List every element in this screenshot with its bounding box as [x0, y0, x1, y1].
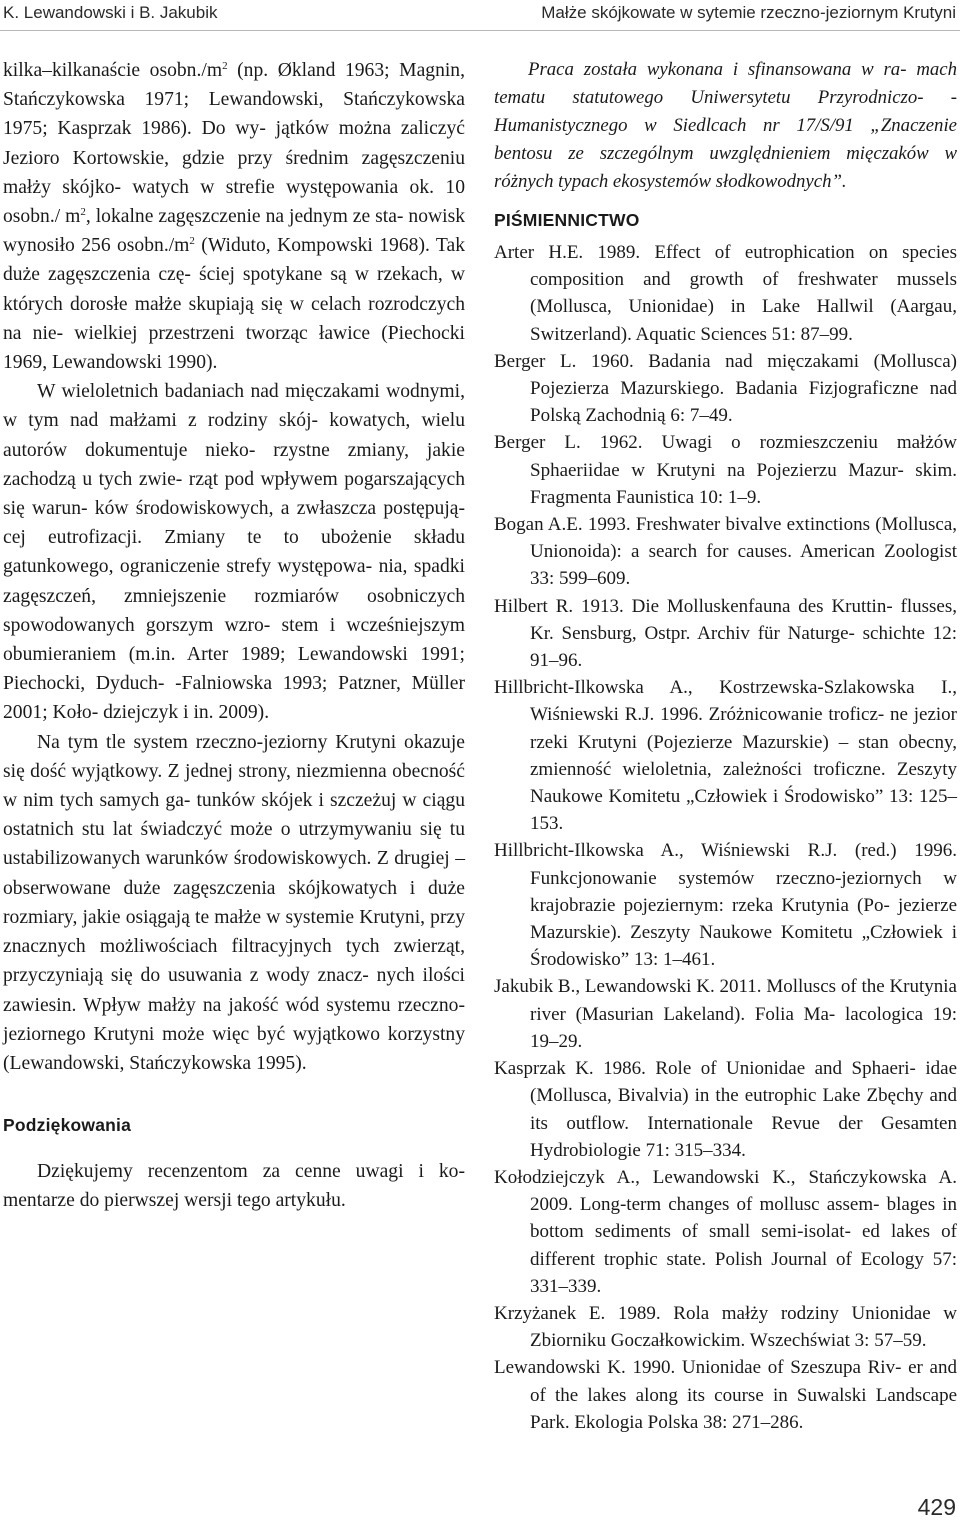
running-head-authors: K. Lewandowski i B. Jakubik: [3, 3, 218, 22]
reference-item: Hillbricht-Ilkowska A., Wiśniewski R.J. (red.) 1996. Funkcjonowanie systemów rzeczno-jeziornych w krajobrazie pojeziernym: rzeka Krutynia (Po- jezierze Mazurskie). Zeszyty Naukowe Komitetu „Człowiek i Środowisko” 13: 1–461.: [494, 840, 957, 971]
reference-item: Bogan A.E. 1993. Freshwater bivalve extinctions (Mollusca, Unionoida): a search for causes. American Zoologist 33: 599–609.: [494, 514, 957, 590]
funding-note: Praca została wykonana i sfinansowana w ra- mach tematu statutowego Uniwersytetu Przyrodniczo- -Humanistycznego w Siedlcach nr 17/S/91 „Znaczenie bentosu ze szczególnym uwzględnieniem mięczaków w różnych typach ekosystemów słodkowodnych”.: [494, 59, 957, 192]
acknowledgements-text: [3, 1157, 465, 1215]
acknowledgements-paragraph: Dziękujemy recenzentom za cenne uwagi i ko- mentarze do pierwszej wersji tego artykułu.: [3, 1161, 465, 1212]
reference-item: Berger L. 1962. Uwagi o rozmieszczeniu małżów Sphaeriidae w Krutyni na Pojezierzu Mazur- skim. Fragmenta Faunistica 10: 1–9.: [494, 432, 957, 508]
paragraph-krutynia-system: Na tym tle system rzeczno-jeziorny Krutyni okazuje się dość wyjątkowy. Z jednej strony, niezmienna obecność w nim tych samych ga- tunków skójek i szczeżuj w ciągu ostatnich stu lat świadczyć może o utrzymywaniu się tu ustabilizowanych warunków środowiskowych. Z drugiej – obserwowane duże zagęszczenia skójkowatych i duże rozmiary, jakie osiągają te małże w systemie Krutyni, przy znacznych możliwościach filtracyjnych tych zwierząt, przyczyniają się do usuwania z wody znacz- nych ilości zawiesin. Wpływ małży na jakość wód systemu rzeczno-jeziornego Krutyni może więc być wyjątkowo korzystny (Lewandowski, Stańczykowska 1995).: [3, 731, 465, 1074]
paragraph-density: [3, 56, 465, 377]
superscript: 2: [222, 60, 228, 72]
paragraph-density-part-a: kilka–kilkanaście osobn./m: [3, 60, 223, 81]
paragraph-density-part-b: (np. Økland 1963; Magnin, Stańczykowska 1971; Lewandowski, Stańczykowska 1975; Kasprzak 1986). Do wy- jątków można zaliczyć Jezioro Kortowskie, gdzie przy średnim zagęszczeniu małży skójko- watych w strefie występowania ok. 10 osobn./ m: [3, 60, 466, 228]
references-heading: PIŚMIENNICTWO: [494, 210, 640, 230]
superscript: 2: [80, 206, 86, 219]
reference-item: Kołodziejczyk A., Lewandowski K., Stańczykowska A. 2009. Long-term changes of mollusc assem- blages in bottom sediments of small semi-isolat- ed lakes of different trophic state. Polish Journal of Ecology 57: 331–339.: [494, 1166, 957, 1297]
left-column: [3, 56, 465, 1216]
superscript: 2: [189, 235, 195, 248]
references-list: [494, 239, 957, 1436]
reference-item: Lewandowski K. 1990. Unionidae of Szeszupa Riv- er and of the lakes along its course in Suwalski Landscape Park. Ekologia Polska 38: 271–286.: [494, 1357, 957, 1433]
reference-item: Hillbricht-Ilkowska A., Kostrzewska-Szlakowska I., Wiśniewski R.J. 1996. Zróżnicowanie troficz- ne jezior rzeki Krutyni (Pojezierze Mazurskie) – stan obecny, zmienność wieloletnia, zależności troficzne. Zeszyty Naukowe Komitetu „Człowiek i Środowisko” 13: 125–153.: [494, 677, 957, 835]
running-head: [0, 0, 960, 31]
reference-item: Jakubik B., Lewandowski K. 2011. Molluscs of the Krutynia river (Masurian Lakeland). Folia Ma- lacologica 19: 19–29.: [494, 976, 957, 1052]
reference-item: Berger L. 1960. Badania nad mięczakami (Mollusca) Pojezierza Mazurskiego. Badania Fizjograficzne nad Polską Zachodnią 6: 7–49.: [494, 350, 957, 427]
page-number: 429: [917, 1494, 956, 1520]
reference-item: Kasprzak K. 1986. Role of Unionidae and Sphaeri- idae (Mollusca, Bivalvia) in the eutrophic Lake Zbęchy and its outflow. Internationale Revue der Gesamten Hydrobiologie 71: 315–334.: [494, 1058, 957, 1161]
paragraph-density-part-c: , lokalne zagęszczenie na jednym ze sta- nowisk wynosiło 256 osobn./m: [3, 206, 466, 257]
reference-item: Krzyżanek E. 1989. Rola małży rodziny Unionidae w Zbiorniku Goczałkowickim. Wszechświat 3: 57–59.: [494, 1302, 957, 1352]
paragraph-density-part-d: (Widuto, Kompowski 1968). Tak duże zagęszczenia czę- ściej spotykane są w rzekach, w których dorosłe małże skupiają się w celach rozrodczych na nie- wielkiej przestrzeni tworząc ławice (Piechocki 1969, Lewandowski 1990).: [3, 235, 465, 374]
running-head-title: Małże skójkowate w sytemie rzeczno-jeziornym Krutyni: [541, 3, 956, 22]
reference-item: Arter H.E. 1989. Effect of eutrophication on species composition and growth of freshwater mussels (Mollusca, Unionidae) in Lake Hallwil (Aargau, Switzerland). Aquatic Sciences 51: 87–99.: [494, 242, 957, 345]
acknowledgements-heading: Podziękowania: [3, 1115, 132, 1136]
paragraph-long-term-studies: W wieloletnich badaniach nad mięczakami wodnymi, w tym nad małżami z rodziny skój- kowatych, wielu autorów dokumentuje nieko- rzystne zmiany, jakie zachodzą u tych zwie- rząt pod wpływem pogarszających się warun- ków środowiskowych, a zwłaszcza postępują- cej eutrofizacji. Zmiany te to ubożenie składu gatunkowego, ograniczenie strefy występowa- nia, spadki zagęszczeń, zmniejszenie rozmiarów osobniczych spowodowanych gorszym wzro- stem i wcześniejszym obumieraniem (m.in. Arter 1989; Lewandowski 1991; Piechocki, Dyduch- -Falniowska 1993; Patzner, Müller 2001; Koło- dziejczyk i in. 2009).: [3, 381, 465, 724]
body-text: [3, 56, 465, 1078]
reference-item: Hilbert R. 1913. Die Molluskenfauna des Kruttin- flusses, Kr. Sensburg, Ostpr. Archiv für Naturge- schichte 12: 91–96.: [494, 595, 957, 672]
right-column: [494, 56, 957, 1436]
